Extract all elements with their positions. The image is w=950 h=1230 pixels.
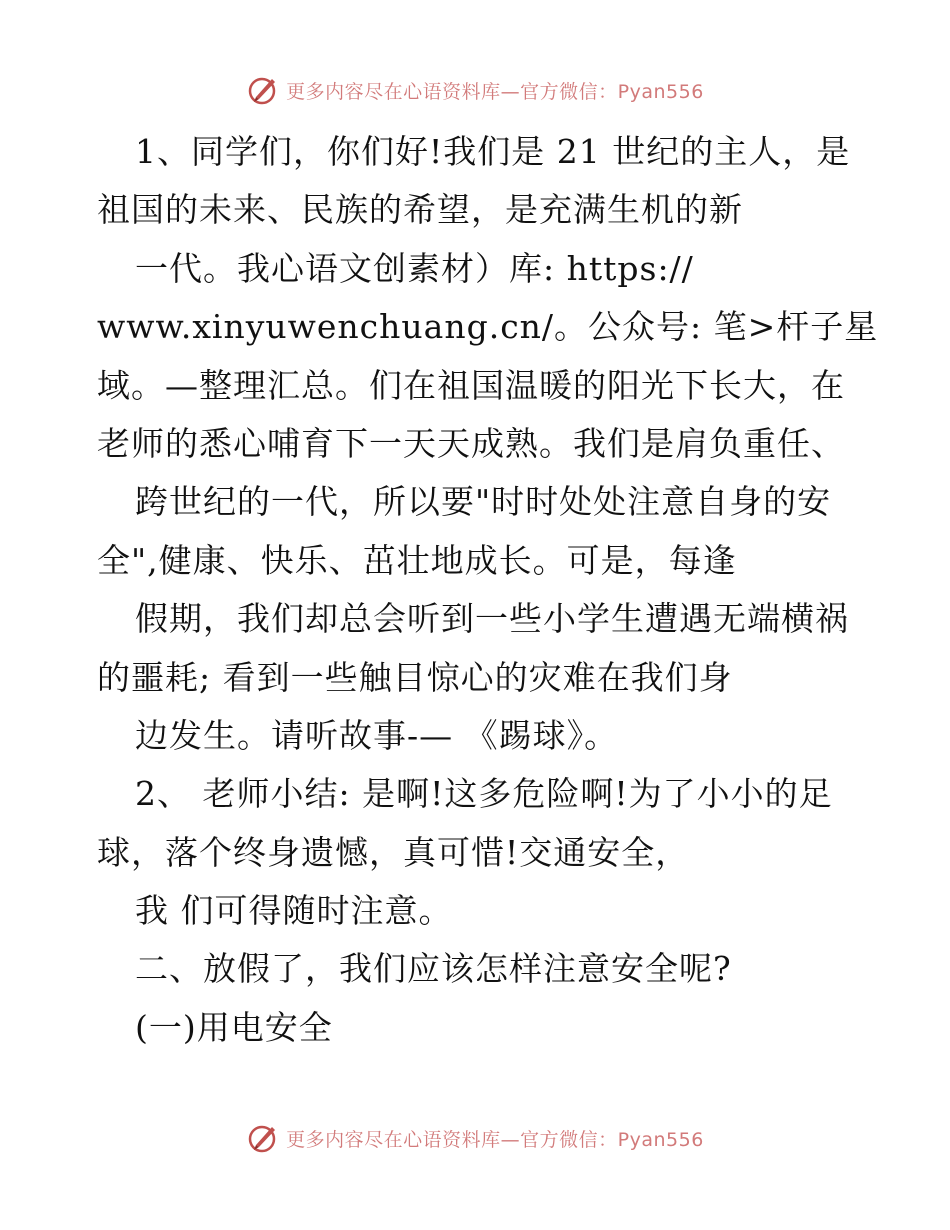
text-line: 老师的悉心哺育下一天天成熟。我们是肩负重任、 <box>97 423 845 463</box>
text-line: 球，落个终身遗憾，真可惜!交通安全， <box>97 832 690 872</box>
footer-brand <box>246 1121 704 1155</box>
text-line: 跨世纪的一代，所以要"时时处处注意自身的安 <box>135 482 832 522</box>
page-footer <box>0 1118 950 1158</box>
text-line: 1、同学们，你们好!我们是 21 世纪的主人，是 <box>135 132 851 171</box>
quill-pen-circle-icon <box>246 1121 280 1155</box>
text-line: www.xinyuwenchuang.cn/。公众号: 笔>杆子星 <box>97 307 879 347</box>
text-line: 我 们可得随时注意。 <box>135 891 453 931</box>
text-line: 边发生。请听故事-— 《踢球》。 <box>135 715 619 755</box>
text-line: 2、 老师小结: 是啊!这多危险啊!为了小小的足 <box>135 774 833 814</box>
text-line: 祖国的未来、民族的希望，是充满生机的新 <box>97 190 743 230</box>
text-line: (一)用电安全 <box>135 1007 333 1047</box>
header-brand <box>246 73 704 107</box>
text-line: 域。—整理汇总。们在祖国温暖的阳光下长大，在 <box>97 365 845 405</box>
header-brand-text: 更多内容尽在心语资料库—官方微信：Pyan556 <box>286 80 704 103</box>
document-body <box>97 123 879 1057</box>
text-line: 二、放假了，我们应该怎样注意安全呢? <box>135 949 732 989</box>
text-line: 一代。我心语文创素材）库: https:// <box>135 248 694 288</box>
footer-brand-text: 更多内容尽在心语资料库—官方微信：Pyan556 <box>286 1128 704 1151</box>
quill-pen-circle-icon <box>246 73 280 107</box>
text-line: 全",健康、快乐、茁壮地成长。可是，每逢 <box>97 540 737 580</box>
text-line: 假期，我们却总会听到一些小学生遭遇无端横祸 <box>135 599 849 639</box>
page-header <box>0 70 950 110</box>
text-line: 的噩耗; 看到一些触目惊心的灾难在我们身 <box>97 657 733 697</box>
